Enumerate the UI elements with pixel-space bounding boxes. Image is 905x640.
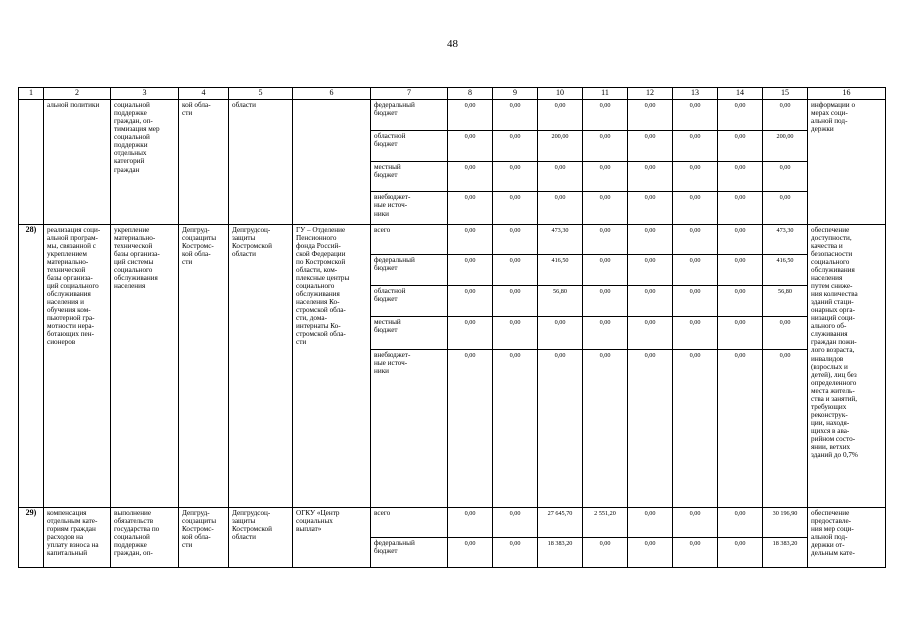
col-header: 3 <box>111 88 179 100</box>
amount-cell: 0,00 <box>718 507 763 537</box>
amount-cell: 0,00 <box>583 192 628 224</box>
col-header: 11 <box>583 88 628 100</box>
expected-result: обеспечение предоставле- ния мер соци- альной под- держки от- дельным кате- <box>808 507 886 567</box>
row-number <box>19 100 44 225</box>
amount-cell: 0,00 <box>628 350 673 508</box>
amount-cell: 0,00 <box>628 285 673 316</box>
amount-cell: 0,00 <box>448 285 493 316</box>
amount-cell: 200,00 <box>538 131 583 162</box>
funding-source: местный бюджет <box>371 316 448 349</box>
responsible-executor: Депгруд- соцзащиты Костромс- кой обла- сти <box>179 224 229 507</box>
funding-source: федеральный бюджет <box>371 100 448 131</box>
amount-cell: 0,00 <box>628 224 673 254</box>
amount-cell: 0,00 <box>583 316 628 349</box>
amount-cell: 0,00 <box>493 162 538 192</box>
amount-cell: 416,50 <box>538 254 583 285</box>
amount-cell: 0,00 <box>448 507 493 537</box>
amount-cell: 0,00 <box>583 131 628 162</box>
amount-cell: 0,00 <box>628 316 673 349</box>
amount-cell: 0,00 <box>448 350 493 508</box>
co-executor: Депгрудсоц- защиты Костромской области <box>229 507 293 567</box>
amount-cell: 0,00 <box>673 100 718 131</box>
amount-cell: 0,00 <box>493 192 538 224</box>
amount-cell: 0,00 <box>583 537 628 567</box>
amount-cell: 0,00 <box>493 285 538 316</box>
header-row <box>19 88 886 100</box>
funding-source: областной бюджет <box>371 131 448 162</box>
amount-cell: 0,00 <box>493 507 538 537</box>
amount-cell: 56,80 <box>763 285 808 316</box>
amount-cell: 0,00 <box>583 224 628 254</box>
amount-cell: 0,00 <box>493 254 538 285</box>
amount-cell: 0,00 <box>583 100 628 131</box>
amount-cell: 0,00 <box>628 254 673 285</box>
amount-cell: 0,00 <box>763 350 808 508</box>
amount-cell: 0,00 <box>718 192 763 224</box>
amount-cell: 0,00 <box>538 316 583 349</box>
amount-cell: 0,00 <box>673 224 718 254</box>
amount-cell: 0,00 <box>628 507 673 537</box>
participants: ГУ – Отделение Пенсионного фонда Россий- ской Федерации по Костромской области, ком- плексные центры социального обслуживания населения Ко- стромской обла- сти, дома- интернаты Ко- стромской обла- сти <box>293 224 371 507</box>
col-header: 10 <box>538 88 583 100</box>
funding-source: федеральный бюджет <box>371 254 448 285</box>
amount-cell: 0,00 <box>718 285 763 316</box>
funding-source: всего <box>371 507 448 537</box>
amount-cell: 0,00 <box>493 131 538 162</box>
amount-cell: 0,00 <box>583 350 628 508</box>
amount-cell: 0,00 <box>763 192 808 224</box>
col-header: 5 <box>229 88 293 100</box>
funding-source: федеральный бюджет <box>371 537 448 567</box>
col-header: 16 <box>808 88 886 100</box>
amount-cell: 0,00 <box>583 162 628 192</box>
co-executor: Депгрудсоц- защиты Костромской области <box>229 224 293 507</box>
col-header: 13 <box>673 88 718 100</box>
amount-cell: 0,00 <box>628 162 673 192</box>
amount-cell: 0,00 <box>493 100 538 131</box>
amount-cell: 0,00 <box>493 224 538 254</box>
measure-goal: укрепление материально- технической базы организа- ций системы социального обслуживания населения <box>111 224 179 507</box>
amount-cell: 0,00 <box>673 285 718 316</box>
amount-cell: 0,00 <box>673 192 718 224</box>
col-header: 15 <box>763 88 808 100</box>
amount-cell: 0,00 <box>448 254 493 285</box>
amount-cell: 0,00 <box>673 507 718 537</box>
amount-cell: 0,00 <box>673 350 718 508</box>
page-number: 48 <box>447 38 458 50</box>
amount-cell: 0,00 <box>448 100 493 131</box>
measure-goal: выполнение обязательств государства по социальной поддержке граждан, оп- <box>111 507 179 567</box>
amount-cell: 0,00 <box>673 254 718 285</box>
expected-result: информации о мерах соци- альной под- держки <box>808 100 886 225</box>
amount-cell: 0,00 <box>493 537 538 567</box>
col-header: 9 <box>493 88 538 100</box>
participants <box>293 100 371 225</box>
funding-source: местный бюджет <box>371 162 448 192</box>
expected-result: обеспечение доступности, качества и безопасности социального обслуживания населения путем сниже- ния количества зданий стаци- онарных орга- низаций соци- ального об- служивания граждан пожи- лого возраста, инвалидов (взрослых и детей), лиц без определенного места житель- ства и занятий, требующих реконструк- ции, находя- щихся в ава- рийном состо- янии, ветхих зданий до 0,7% <box>808 224 886 507</box>
amount-cell: 0,00 <box>718 100 763 131</box>
col-header: 12 <box>628 88 673 100</box>
amount-cell: 0,00 <box>718 131 763 162</box>
amount-cell: 0,00 <box>448 316 493 349</box>
amount-cell: 0,00 <box>763 162 808 192</box>
amount-cell: 0,00 <box>628 192 673 224</box>
measure-name: альной политики <box>44 100 111 225</box>
amount-cell: 18 383,20 <box>763 537 808 567</box>
amount-cell: 0,00 <box>628 537 673 567</box>
col-header: 4 <box>179 88 229 100</box>
amount-cell: 0,00 <box>493 350 538 508</box>
amount-cell: 0,00 <box>538 162 583 192</box>
amount-cell: 0,00 <box>448 537 493 567</box>
amount-cell: 0,00 <box>448 162 493 192</box>
col-header: 7 <box>371 88 448 100</box>
amount-cell: 0,00 <box>538 192 583 224</box>
amount-cell: 0,00 <box>448 224 493 254</box>
amount-cell: 0,00 <box>538 100 583 131</box>
amount-cell: 0,00 <box>673 131 718 162</box>
measure-name: компенсация отдельным кате- гориям граждан расходов на уплату взноса на капитальный <box>44 507 111 567</box>
amount-cell: 0,00 <box>718 254 763 285</box>
col-header: 8 <box>448 88 493 100</box>
amount-cell: 27 645,70 <box>538 507 583 537</box>
amount-cell: 0,00 <box>583 285 628 316</box>
amount-cell: 416,50 <box>763 254 808 285</box>
amount-cell: 0,00 <box>448 131 493 162</box>
amount-cell: 0,00 <box>628 131 673 162</box>
amount-cell: 0,00 <box>583 254 628 285</box>
funding-source: областной бюджет <box>371 285 448 316</box>
col-header: 1 <box>19 88 44 100</box>
funding-source: внебюджет- ные источ- ники <box>371 350 448 508</box>
amount-cell: 0,00 <box>448 192 493 224</box>
amount-cell: 200,00 <box>763 131 808 162</box>
amount-cell: 0,00 <box>673 537 718 567</box>
responsible-executor: кой обла- сти <box>179 100 229 225</box>
amount-cell: 0,00 <box>673 316 718 349</box>
co-executor: области <box>229 100 293 225</box>
col-header: 2 <box>44 88 111 100</box>
amount-cell: 0,00 <box>493 316 538 349</box>
measure-name: реализация соци- альной програм- мы, связанной с укреплением материально- технической базы организа- ций социального обслуживания населения и обучения ком- пьютерной гра- мотности нера- ботающих пен- сионеров <box>44 224 111 507</box>
amount-cell: 30 196,90 <box>763 507 808 537</box>
table-row <box>19 100 886 131</box>
amount-cell: 0,00 <box>763 316 808 349</box>
amount-cell: 56,80 <box>538 285 583 316</box>
col-header: 6 <box>293 88 371 100</box>
funding-source: всего <box>371 224 448 254</box>
row-number: 28) <box>19 224 44 507</box>
table-row <box>19 224 886 254</box>
amount-cell: 0,00 <box>628 100 673 131</box>
amount-cell: 0,00 <box>718 537 763 567</box>
amount-cell: 2 551,20 <box>583 507 628 537</box>
amount-cell: 473,30 <box>538 224 583 254</box>
amount-cell: 0,00 <box>763 100 808 131</box>
row-number: 29) <box>19 507 44 567</box>
col-header: 14 <box>718 88 763 100</box>
amount-cell: 0,00 <box>538 350 583 508</box>
funding-source: внебюджет- ные источ- ники <box>371 192 448 224</box>
amount-cell: 18 383,20 <box>538 537 583 567</box>
amount-cell: 0,00 <box>718 224 763 254</box>
amount-cell: 0,00 <box>673 162 718 192</box>
participants: ОГКУ «Центр социальных выплат» <box>293 507 371 567</box>
budget-table <box>18 87 886 568</box>
amount-cell: 473,30 <box>763 224 808 254</box>
amount-cell: 0,00 <box>718 316 763 349</box>
table-row <box>19 507 886 537</box>
amount-cell: 0,00 <box>718 350 763 508</box>
measure-goal: социальной поддержке граждан, оп- тимизация мер социальной поддержки отдельных категорий граждан <box>111 100 179 225</box>
amount-cell: 0,00 <box>718 162 763 192</box>
responsible-executor: Депгруд- соцзащиты Костромс- кой обла- сти <box>179 507 229 567</box>
